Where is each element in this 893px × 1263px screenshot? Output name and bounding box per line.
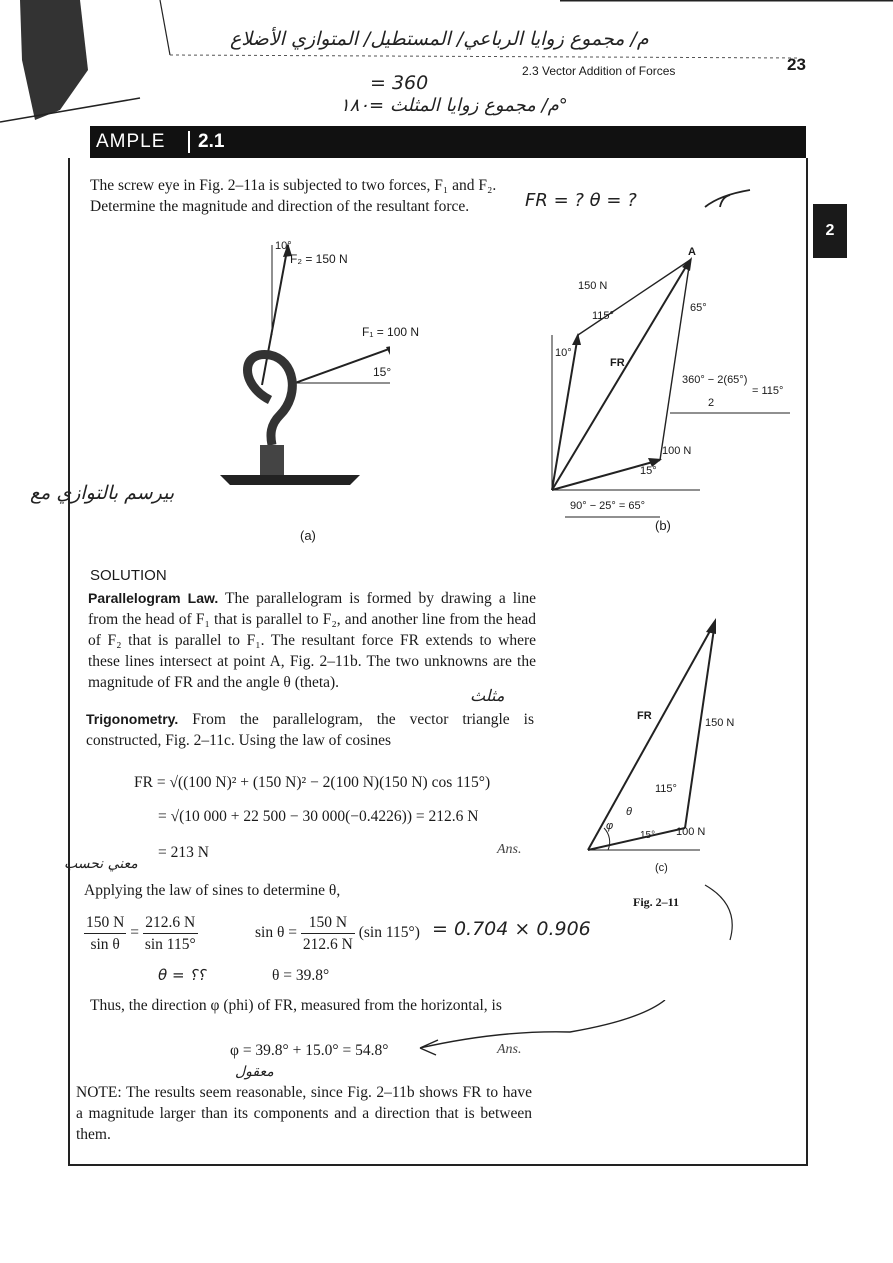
fig-a-f1-label: F₁ = 100 N	[362, 325, 420, 339]
fig-c-vector-triangle	[580, 610, 730, 860]
sin-theta-equation	[255, 912, 420, 955]
handwritten-arrow-icon	[410, 1000, 670, 1060]
parallelogram-text: The parallelogram is formed by drawing a line from the head of F₁ that is parallel to F₂, and another line from the head of F₂ that is parallel to F₁. The resultant force FR extends to where these lines intersect at point A, Fig. 2–11b. The two unknowns are the magnitude of FR and the angle θ (theta).	[88, 590, 536, 691]
sines-law-equation: $\frac{150 N}{\text{sin θ}}$ = $\frac{212.6 N}{\sin 115^\circ}$	[86, 914, 196, 953]
fig-b-eq-numerator: 360° − 2(65°)	[682, 374, 748, 386]
fr-side	[588, 622, 715, 850]
fig-b-eq-result: = 115°	[752, 385, 784, 397]
fig-a-screw-eye	[200, 235, 390, 485]
fig-b-angle-115: 115°	[592, 310, 614, 322]
header-rule	[170, 55, 800, 58]
sin-theta-tail: (sin 115°)	[358, 924, 420, 942]
handwritten-header-note: م/ مجموع زوايا الرباعي/ المستطيل/ المتوازي الأضلاع	[230, 28, 649, 50]
fig-c-theta: θ	[626, 806, 632, 818]
sin-theta-num: 150 N	[301, 912, 355, 934]
fig-c-label-150: 150 N	[705, 717, 735, 729]
note-paragraph: NOTE: The results seem reasonable, since Fig. 2–11b shows FR to have a magnitude larger than its components and a direction that is between them.	[76, 1084, 532, 1143]
screw-eye-hook	[248, 355, 293, 445]
torn-binding-shadow	[20, 0, 88, 120]
fig-b-point-a: A	[688, 246, 696, 258]
handwritten-triangle-note: م/ مجموع زوايا المثلث =١٨٠°	[340, 95, 568, 116]
fig-b-angle-10: 10°	[555, 347, 572, 359]
mount-surface	[220, 475, 360, 485]
fig-b-label-150: 150 N	[578, 280, 608, 292]
handwritten-unknowns: FR = ? θ = ?	[525, 190, 637, 211]
fig-b-label-100: 100 N	[662, 445, 692, 457]
trig-paragraph	[86, 709, 534, 751]
fig-b-eq-denominator: 2	[708, 397, 715, 409]
fig-b-fr-label: FR	[610, 357, 625, 369]
parallelogram-paragraph	[88, 588, 536, 693]
handwritten-bracket	[700, 880, 750, 950]
fig-b-angle-15: 15°	[640, 465, 657, 477]
parallelogram-side-right	[660, 260, 690, 460]
theta-result: θ = 39.8°	[272, 967, 330, 984]
fig-b-bottom-eq: 90° − 25° = 65°	[570, 500, 645, 512]
fig-c-phi: φ	[606, 820, 614, 832]
problem-statement	[90, 175, 560, 217]
chapter-tab: 2	[813, 204, 847, 258]
answer-marker-1: Ans.	[497, 842, 522, 857]
fig-a-f2-label: F₂ = 150 N	[290, 252, 348, 266]
handwritten-reasonable: معقول	[235, 1064, 274, 1080]
fig-b-angle-65: 65°	[690, 302, 707, 314]
handwritten-triangle-word: مثلث	[470, 686, 505, 705]
sines-right-num: 212.6 N	[143, 912, 198, 934]
cosine-eq-1: FR = √((100 N)² + (150 N)² − 2(100 N)(150 N) cos 115°)	[134, 774, 491, 791]
f2-vector-head	[572, 333, 581, 345]
fig-c-angle-115: 115°	[655, 783, 677, 795]
handwritten-sum-360: = 360	[370, 72, 429, 94]
fig-a-angle-15: 15°	[373, 365, 392, 379]
sin-theta-den: 212.6 N	[302, 936, 353, 953]
fig-c-angle-15: 15°	[640, 830, 656, 841]
handwritten-check-icon	[700, 185, 760, 215]
fig-a-caption: (a)	[300, 528, 316, 543]
fig-c-fr-label: FR	[637, 710, 652, 722]
page-corner-graphic	[0, 0, 893, 140]
handwritten-left-note: معني نحسب	[64, 856, 138, 872]
trig-text: From the parallelogram, the vector triangle is constructed, Fig. 2–11c. Using the law of cosines	[86, 711, 534, 749]
sines-left-num: 150 N	[84, 912, 126, 934]
parallelogram-heading: Parallelogram Law.	[88, 590, 219, 606]
example-number: 2.1	[188, 131, 224, 153]
cosine-eq-2: = √(10 000 + 22 500 − 30 000(−0.4226)) = 212.6 N	[158, 808, 479, 825]
fig-b-caption: (b)	[655, 518, 671, 533]
section-title: 2.3 Vector Addition of Forces	[522, 64, 676, 78]
page-edge-line	[160, 0, 170, 55]
fig-c-label-100: 100 N	[676, 826, 706, 838]
sin-theta-lhs: sin θ =	[255, 924, 298, 942]
corner-fold-line	[0, 98, 140, 122]
parallelogram-side-top	[578, 260, 690, 335]
example-label: AMPLE	[96, 131, 166, 152]
phi-intro: Thus, the direction φ (phi) of FR, measured from the horizontal, is	[90, 997, 502, 1014]
cosine-eq-3: = 213 N	[158, 844, 209, 861]
handwritten-calculation: = 0.704 × 0.906	[432, 918, 591, 940]
figure-label: Fig. 2–11	[633, 895, 680, 909]
handwritten-theta: θ = ؟؟	[158, 966, 206, 984]
screw-eye-shank	[260, 445, 284, 475]
problem-line-2: Determine the magnitude and direction of the resultant force.	[90, 198, 470, 215]
fig-c-caption: (c)	[655, 862, 668, 874]
problem-line-1: The screw eye in Fig. 2–11a is subjected to two forces, F₁ and F₂.	[90, 177, 497, 194]
handwritten-parallel-note: بيرسم بالتوازي مع	[30, 482, 175, 504]
answer-marker-2: Ans.	[497, 1042, 522, 1057]
sines-intro: Applying the law of sines to determine θ,	[84, 882, 341, 899]
page-number: 23	[787, 55, 806, 74]
trig-heading: Trigonometry.	[86, 711, 179, 727]
sines-right-den: sin 115°	[144, 936, 196, 953]
sines-left-den: sin θ	[90, 936, 120, 953]
side-100	[588, 828, 685, 850]
phi-equation: φ = 39.8° + 15.0° = 54.8°	[230, 1042, 389, 1059]
fig-a-angle-10: 10°	[275, 240, 292, 252]
solution-heading: SOLUTION	[90, 567, 167, 584]
